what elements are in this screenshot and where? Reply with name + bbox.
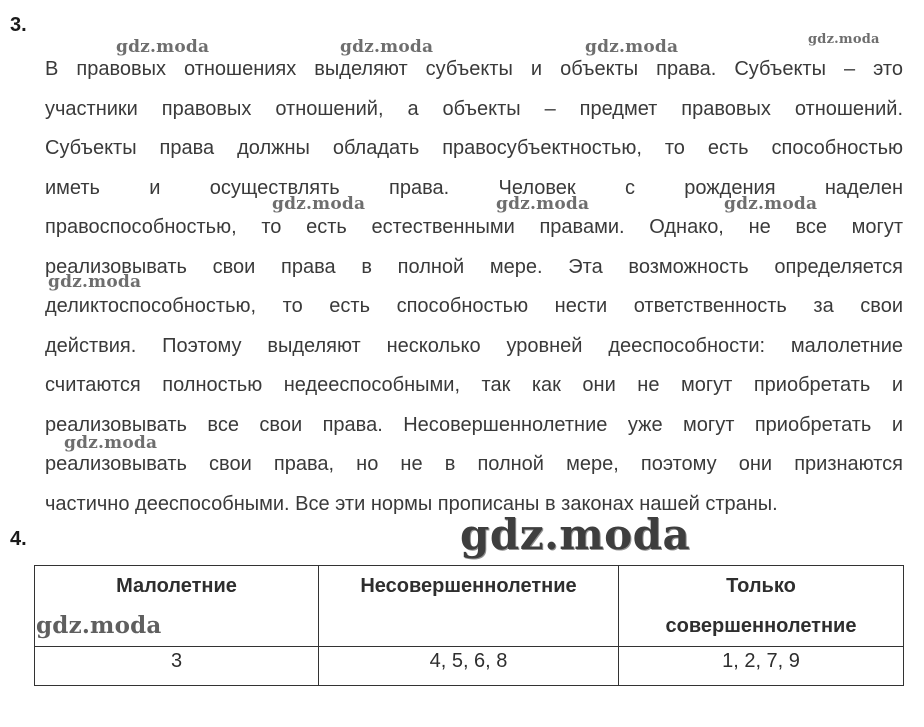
watermark: gdz.moda [64,433,158,453]
text-line: правоспособностью, то есть естественными правами. Однако, не все могут [45,216,903,238]
watermark: gdz.moda [116,37,210,57]
header-adults-only: Только совершеннолетние [619,566,904,647]
table-header-row [35,566,904,647]
text-line: участники правовых отношений, а объекты – предмет правовых отношений. [45,97,903,120]
text-line: реализовывать свои права в полной мере. Эта возможность определяется [45,255,903,278]
cell-minors: 3 [35,647,319,686]
text-line: действия. Поэтому выделяют несколько уровней дееспособности: малолетние [45,334,903,357]
text-line: считаются полностью недееспособными, так как они не могут приобретать и [45,374,903,396]
cell-underage: 4, 5, 6, 8 [319,647,619,686]
watermark: gdz.moda [340,37,434,57]
text-line: В правовых отношениях выделяют субъекты и объекты права. Субъекты – это [45,58,903,80]
watermark: gdz.moda [272,194,366,214]
header-minors: Малолетние [35,566,319,647]
task-4-number: 4. [10,528,27,550]
watermark: gdz.moda [48,272,142,292]
watermark: gdz.moda [36,612,162,639]
text-line-last: частично дееспособными. Все эти нормы прописаны в законах нашей страны. [45,492,778,515]
watermark: gdz.moda [460,510,691,559]
text-line: реализовывать свои права, но не в полной мере, поэтому они признаются [45,453,903,475]
text-line: иметь и осуществлять права. Человек с рождения наделен [45,176,903,199]
text-line: реализовывать все свои права. Несовершеннолетние уже могут приобретать и [45,413,903,436]
watermark: gdz.moda [724,194,818,214]
text-line: деликтоспособностью, то есть способностью нести ответственность за свои [45,295,903,317]
watermark: gdz.moda [496,194,590,214]
cell-adults-only: 1, 2, 7, 9 [619,647,904,686]
text-line: Субъекты права должны обладать правосубъектностью, то есть способностью [45,137,903,159]
answer-table [34,565,904,686]
task-3-number: 3. [10,14,27,36]
header-underage: Несовершеннолетние [319,566,619,647]
watermark: gdz.moda [808,32,880,47]
table-row [35,647,904,686]
task-3-text [45,50,903,524]
watermark: gdz.moda [585,37,679,57]
